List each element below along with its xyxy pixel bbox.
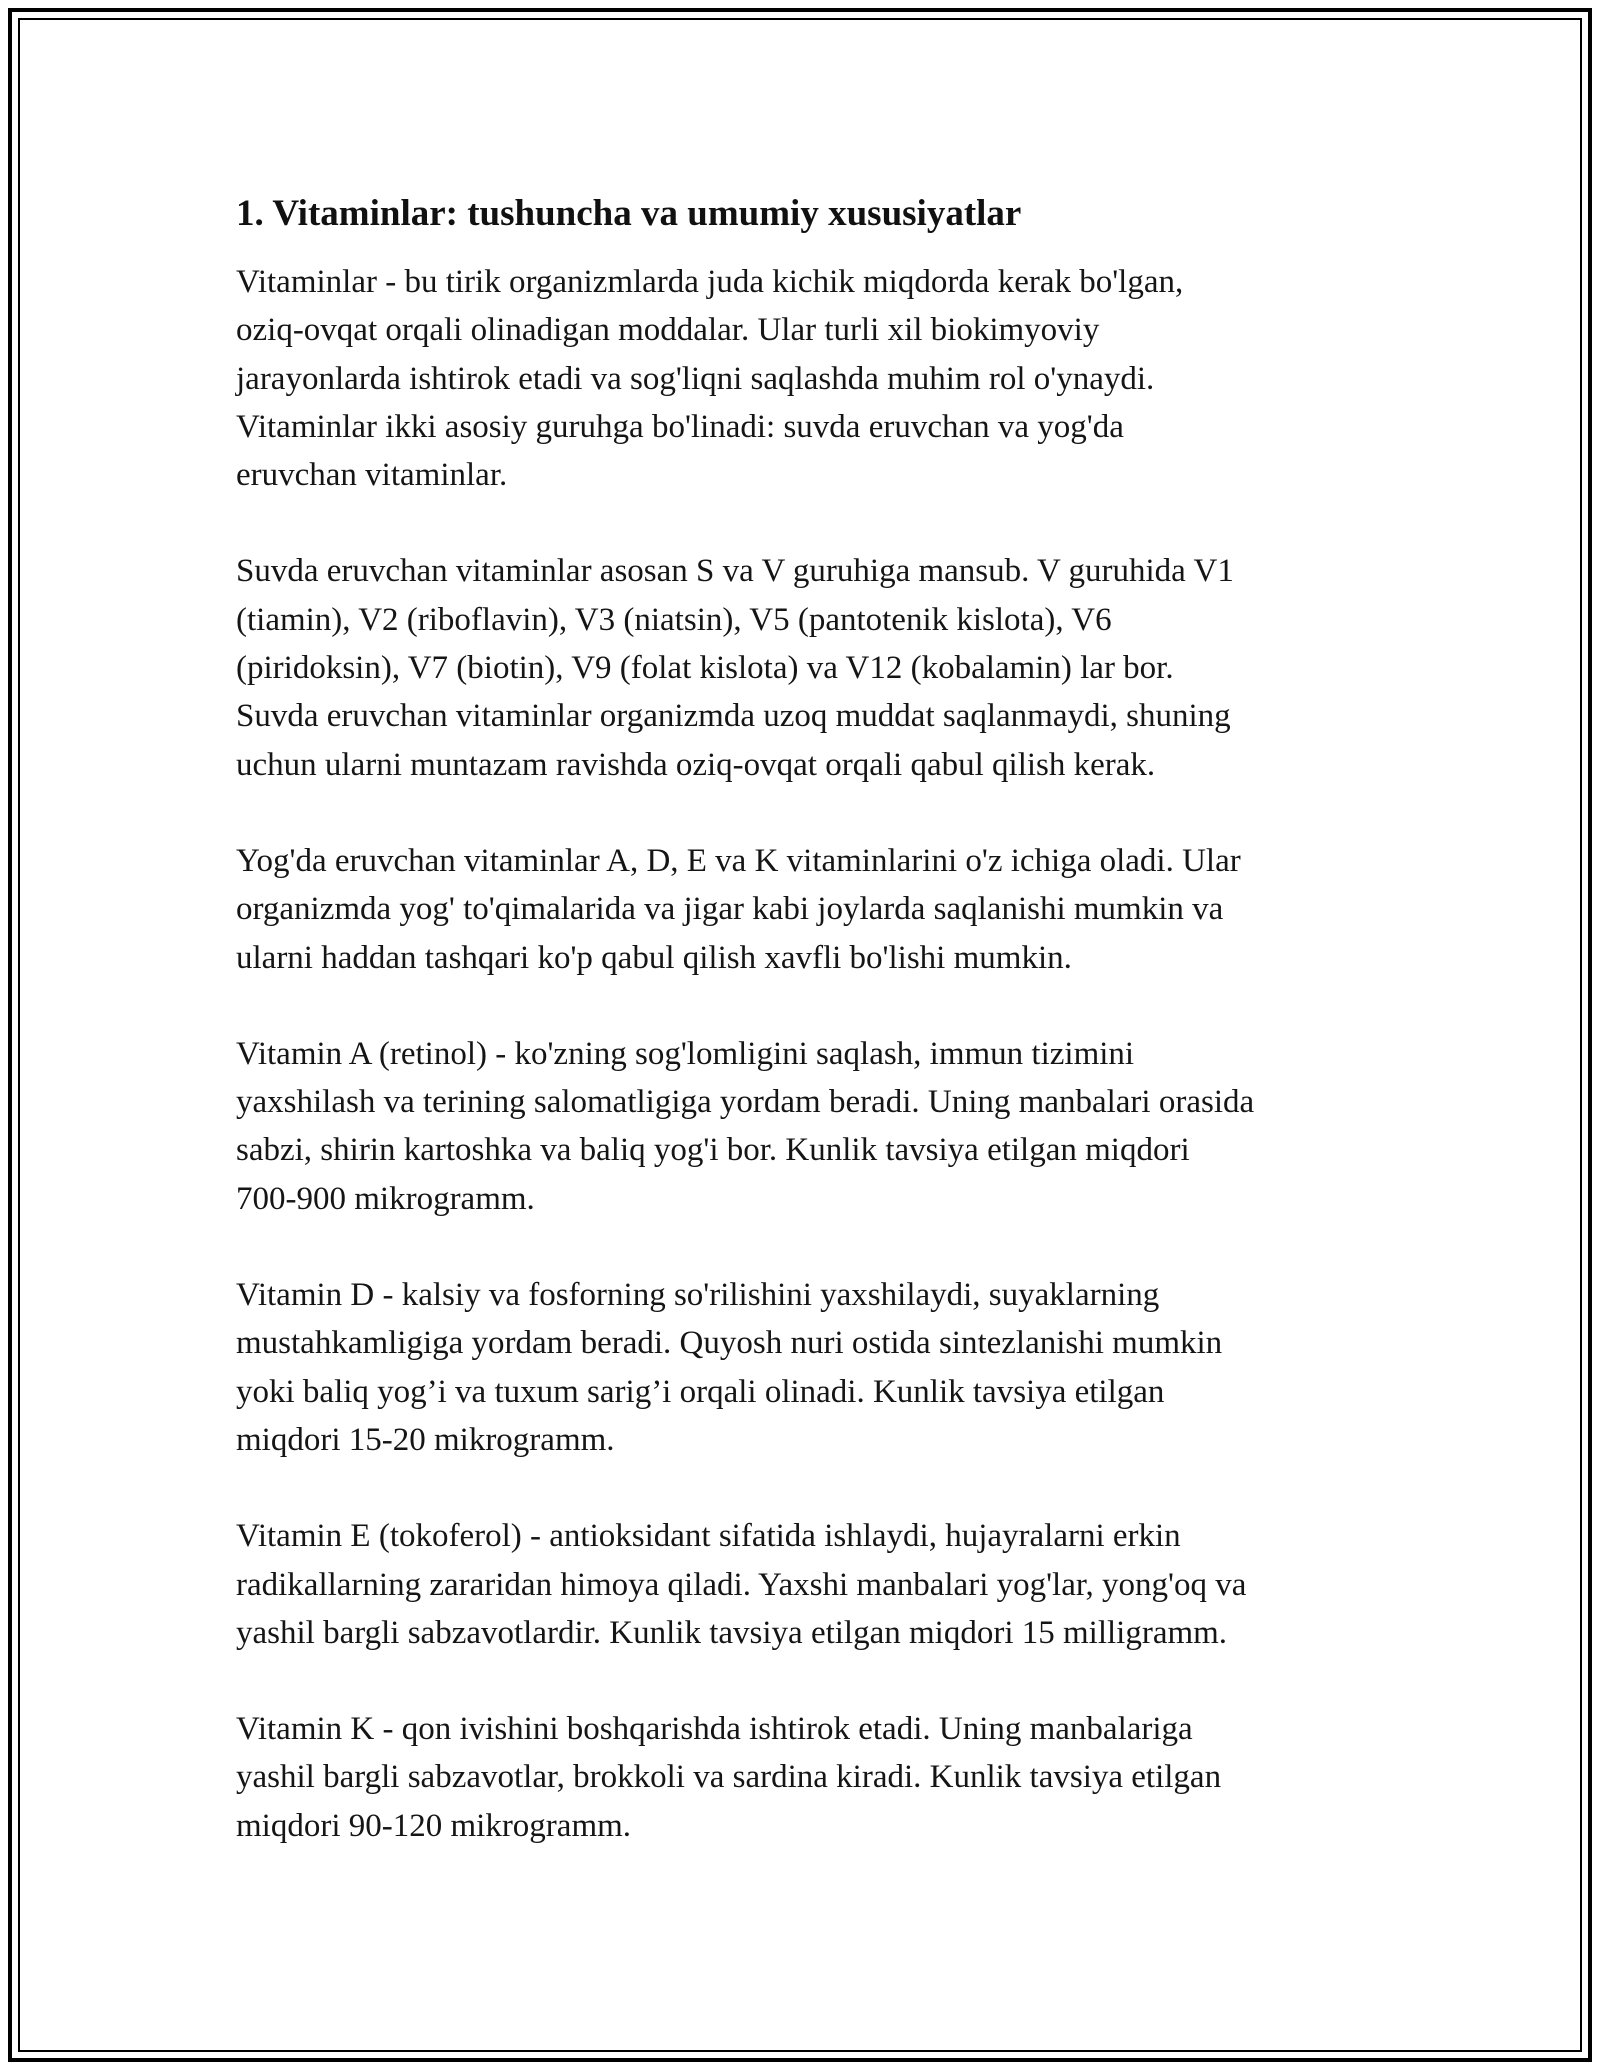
paragraph-list (236, 258, 1376, 1850)
paragraph-line: Suvda eruvchan vitaminlar asosan S va V guruhiga mansub. V guruhida V1 (236, 553, 1234, 590)
paragraph-line: Vitaminlar - bu tirik organizmlarda juda kichik miqdorda kerak bo'lgan, (236, 264, 1184, 300)
paragraph-line: Suvda eruvchan vitaminlar organizmda uzoq muddat saqlanmaydi, shuning (236, 698, 1231, 735)
paragraph-line: oziq-ovqat orqali olinadigan moddalar. Ular turli xil biokimyoviy (236, 312, 1100, 349)
paragraph-line: organizmda yog' to'qimalarida va jigar kabi joylarda saqlanishi mumkin va (236, 891, 1224, 928)
paragraph-line: (piridoksin), V7 (biotin), V9 (folat kislota) va V12 (kobalamin) lar bor. (236, 650, 1174, 687)
document-title: 1. Vitaminlar: tushuncha va umumiy xususiyatlar (236, 193, 1022, 234)
paragraph-line: ularni haddan tashqari ko'p qabul qilish xavfli bo'lishi mumkin. (236, 939, 1072, 976)
paragraph-line: Yog'da eruvchan vitaminlar A, D, E va K vitaminlarini o'z ichiga oladi. Ular (236, 842, 1241, 879)
paragraph (236, 1030, 1376, 1223)
paragraph-line: yoki baliq yog’i va tuxum sarig’i orqali olinadi. Kunlik tavsiya etilgan (236, 1373, 1165, 1410)
document-body (236, 186, 1376, 1898)
paragraph (236, 258, 1376, 499)
paragraph-line: yaxshilash va terining salomatligiga yordam beradi. Uning manbalari orasida (236, 1084, 1255, 1121)
paragraph-line: sabzi, shirin kartoshka va baliq yog'i bor. Kunlik tavsiya etilgan miqdori (236, 1132, 1190, 1169)
paragraph-line: mustahkamligiga yordam beradi. Quyosh nuri ostida sintezlanishi mumkin (236, 1325, 1223, 1362)
paragraph-line: miqdori 15-20 mikrogramm. (236, 1421, 615, 1458)
paragraph-line: Vitaminlar ikki asosiy guruhga bo'linadi: suvda eruvchan va yog'da (236, 408, 1124, 445)
paragraph-line: (tiamin), V2 (riboflavin), V3 (niatsin), V5 (pantotenik kislota), V6 (236, 601, 1112, 638)
paragraph-line: miqdori 90-120 mikrogramm. (236, 1807, 632, 1844)
paragraph (236, 1512, 1376, 1657)
paragraph (236, 1271, 1376, 1464)
paragraph-line: radikallarning zararidan himoya qiladi. Yaxshi manbalari yog'lar, yong'oq va (236, 1566, 1247, 1603)
paragraph-line: Vitamin K - qon ivishini boshqarishda ishtirok etadi. Uning manbalariga (236, 1711, 1193, 1748)
paragraph-line: Vitamin E (tokoferol) - antioksidant sifatida ishlaydi, hujayralarni erkin (236, 1518, 1181, 1555)
paragraph-line: eruvchan vitaminlar. (236, 457, 508, 494)
paragraph (236, 547, 1376, 788)
paragraph-line: jarayonlarda ishtirok etadi va sog'liqni saqlashda muhim rol o'ynaydi. (236, 360, 1155, 397)
paragraph-line: Vitamin A (retinol) - ko'zning sog'lomligini saqlash, immun tizimini (236, 1035, 1135, 1072)
paragraph-line: 700-900 mikrogramm. (236, 1180, 535, 1217)
paragraph-line: yashil bargli sabzavotlardir. Kunlik tavsiya etilgan miqdori 15 milligramm. (236, 1614, 1228, 1651)
paragraph (236, 837, 1376, 982)
paragraph (236, 1705, 1376, 1850)
paragraph-line: uchun ularni muntazam ravishda oziq-ovqat orqali qabul qilish kerak. (236, 746, 1156, 783)
paragraph-line: Vitamin D - kalsiy va fosforning so'rilishini yaxshilaydi, suyaklarning (236, 1277, 1160, 1314)
paragraph-line: yashil bargli sabzavotlar, brokkoli va sardina kiradi. Kunlik tavsiya etilgan (236, 1759, 1222, 1796)
